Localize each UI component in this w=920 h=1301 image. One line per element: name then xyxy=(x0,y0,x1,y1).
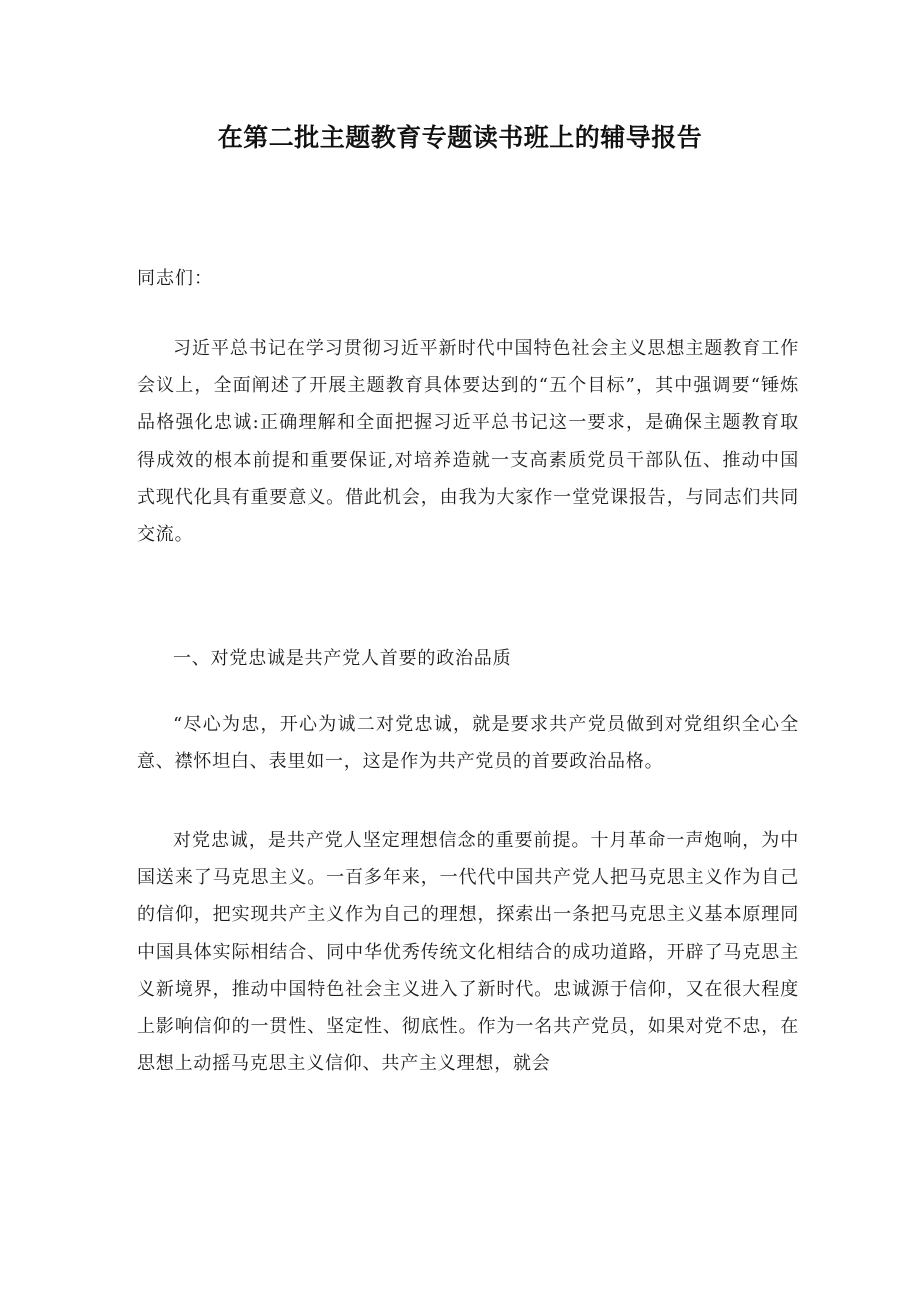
paragraph-loyalty-definition: “尽心为忠，开心为诚二对党忠诚，就是要求共产党员做到对党组织全心全意、襟怀坦白、表里如一，这是作为共产党员的首要政治品格。 xyxy=(137,714,799,773)
paragraph-loyalty-premise: 对党忠诚，是共产党人坚定理想信念的重要前提。十月革命一声炮响，为中国送来了马克思主义。一百多年来，一代代中国共产党人把马克思主义作为自己的信仰，把实现共产主义作为自己的理想，探索出一条把马克思主义基本原理同中国具体实际相结合、同中华优秀传统文化相结合的成功道路，开辟了马克思主义新境界，推动中国特色社会主义进入了新时代。忠诚源于信仰，又在很大程度上影响信仰的一贯性、坚定性、彻底性。作为一名共产党员，如果对党不忠，在思想上动摇马克思主义信仰、共产主义理想，就会 xyxy=(137,830,799,1075)
document-title: 在第二批主题教育专题读书班上的辅导报告 xyxy=(217,123,703,152)
salutation: 同志们： xyxy=(137,268,213,289)
paragraph-intro: 习近平总书记在学习贯彻习近平新时代中国特色社会主义思想主题教育工作会议上，全面阐述了开展主题教育具体要达到的“五个目标”，其中强调要“锤炼品格强化忠诚:正确理解和全面把握习近平总书记这一要求，是确保主题教育取得成效的根本前提和重要保证,对培养造就一支高素质党员干部队伍、推动中国式现代化具有重要意义。借此机会，由我为大家作一堂党课报告，与同志们共同交流。 xyxy=(137,338,799,546)
section-heading-1: 一、对党忠诚是共产党人首要的政治品质 xyxy=(173,648,512,669)
